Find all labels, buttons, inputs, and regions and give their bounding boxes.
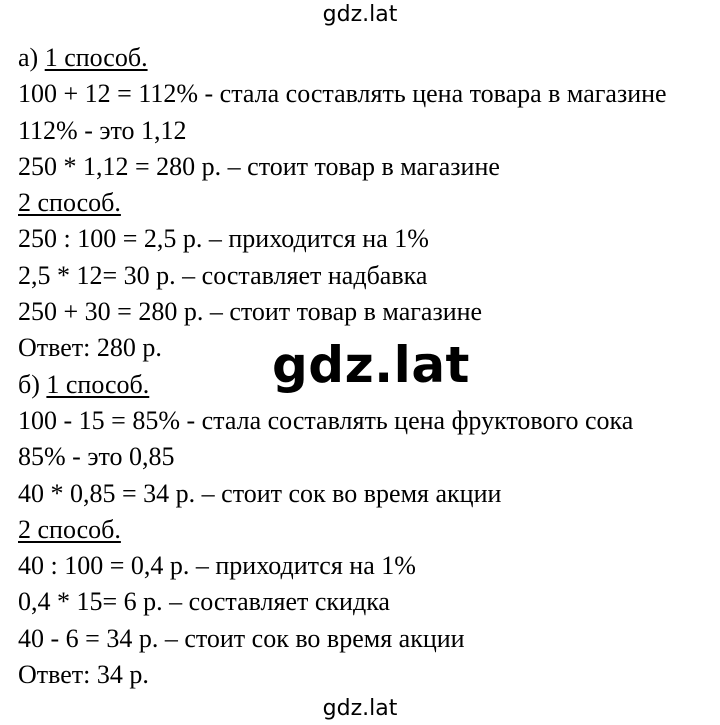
part-a-line1: 100 + 12 = 112% - стала составлять цена товара в магазине — [18, 79, 667, 109]
watermark-bottom: gdz.lat — [322, 696, 398, 721]
part-b-line4: 40 : 100 = 0,4 р. – приходится на 1% — [18, 551, 416, 581]
part-a-line4: 250 : 100 = 2,5 р. – приходится на 1% — [18, 224, 429, 254]
part-b-line2: 85% - это 0,85 — [18, 442, 175, 472]
part-b-answer: Ответ: 34 р. — [18, 660, 149, 690]
part-a-line6: 250 + 30 = 280 р. – стоит товар в магазине — [18, 297, 483, 327]
part-a-line3: 250 * 1,12 = 280 р. – стоит товар в магазине — [18, 151, 500, 181]
part-a-line2: 112% - это 1,12 — [18, 115, 187, 145]
part-b-method2-title: 2 способ. — [18, 514, 121, 544]
part-b-line3: 40 * 0,85 = 34 р. – стоит сок во время акции — [18, 478, 502, 508]
part-a-heading — [18, 40, 667, 76]
part-b-marker: б) — [18, 369, 40, 399]
part-a-marker: а) — [18, 43, 39, 72]
part-a-method1-title: 1 способ. — [44, 43, 148, 72]
part-b-line6: 40 - 6 = 34 р. – стоит сок во время акции — [18, 623, 465, 653]
watermark-center: gdz.lat — [272, 336, 470, 394]
part-a-method2-title: 2 способ. — [18, 188, 121, 218]
part-b-method1-title: 1 способ. — [46, 369, 150, 399]
part-b-line1: 100 - 15 = 85% - стала составлять цена фруктового сока — [18, 405, 634, 435]
part-a-line5: 2,5 * 12= 30 р. – составляет надбавка — [18, 260, 428, 290]
part-a-answer: Ответ: 280 р. — [18, 333, 162, 363]
part-b-line5: 0,4 * 15= 6 р. – составляет скидка — [18, 587, 390, 617]
watermark-top: gdz.lat — [322, 2, 398, 27]
